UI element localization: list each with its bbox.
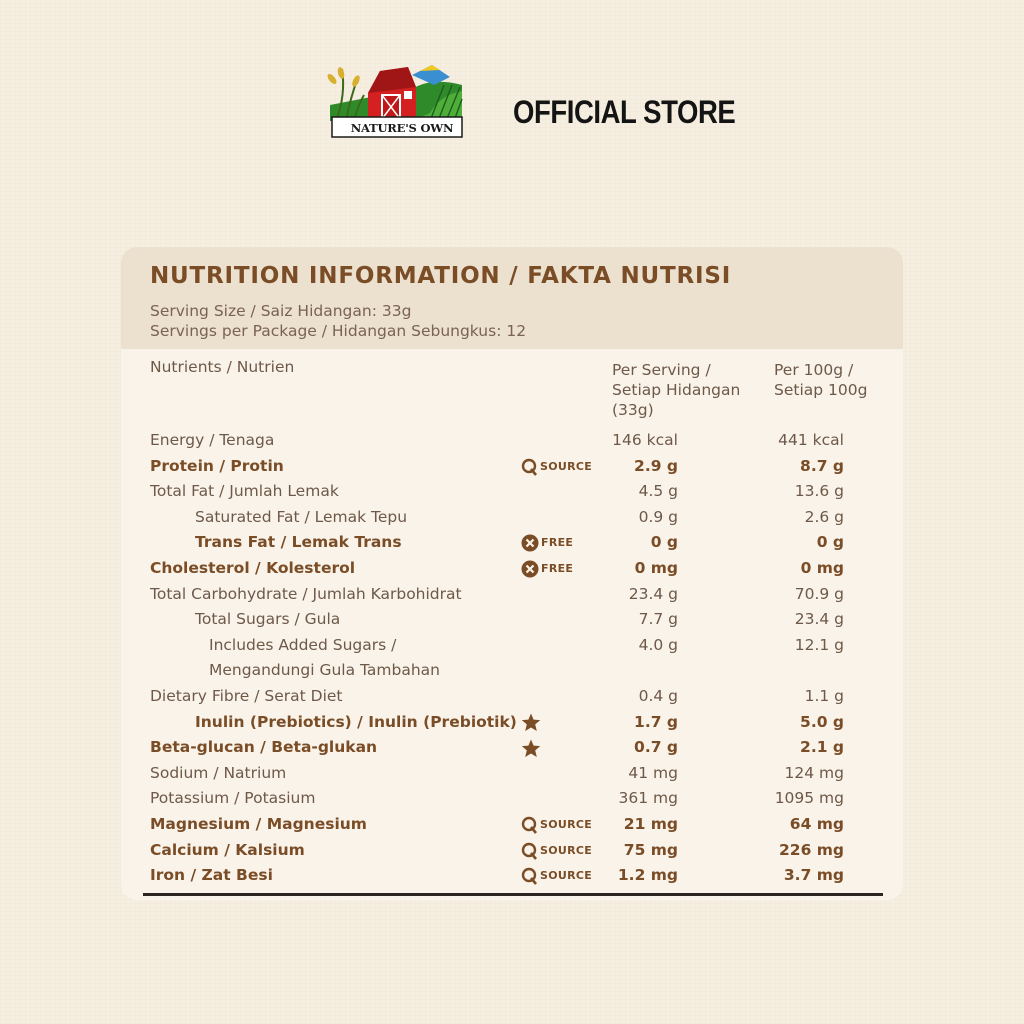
value-per-serving: 0 mg <box>634 558 678 577</box>
nutrient-name: Magnesium / Magnesium <box>150 814 367 833</box>
column-header-per-serving-line: Setiap Hidangan <box>612 381 741 399</box>
nutrient-name: Sodium / Natrium <box>150 763 287 782</box>
free-x-icon <box>521 560 539 578</box>
nutrient-row-trans-fat <box>150 528 880 554</box>
source-badge <box>521 842 592 860</box>
nutrient-row-sodium <box>150 759 880 785</box>
nutrient-name: Total Fat / Jumlah Lemak <box>150 482 339 501</box>
free-x-icon <box>521 534 539 552</box>
badge-label: SOURCE <box>540 843 593 857</box>
nutrient-row-saturated-fat <box>150 503 880 529</box>
value-per-100g: 0 mg <box>800 558 844 577</box>
badge-label: SOURCE <box>540 459 593 473</box>
value-per-serving: 1.2 mg <box>617 866 678 885</box>
servings-per-package: Servings per Package / Hidangan Sebungkus: 12 <box>150 322 527 340</box>
nutrient-name: Beta-glucan / Beta-glukan <box>150 738 378 757</box>
nutrient-name: Calcium / Kalsium <box>150 840 305 859</box>
value-per-100g: 70.9 g <box>794 584 844 603</box>
source-badge <box>521 867 592 885</box>
value-per-100g: 0 g <box>816 533 844 552</box>
nutrition-panel <box>121 247 903 900</box>
value-per-serving: 21 mg <box>623 814 678 833</box>
nutrient-row-cholesterol <box>150 554 880 580</box>
nutrient-name: Protein / Protin <box>150 456 284 475</box>
nutrient-name: Energy / Tenaga <box>150 431 275 449</box>
badge-label: SOURCE <box>540 869 593 883</box>
badge-label: SOURCE <box>540 817 593 831</box>
value-per-100g: 3.7 mg <box>783 866 844 885</box>
value-per-serving: 75 mg <box>623 840 678 859</box>
column-header-per-serving <box>612 360 740 420</box>
source-badge <box>521 816 592 834</box>
nutrient-name: Cholesterol / Kolesterol <box>150 558 356 577</box>
value-per-100g: 64 mg <box>789 814 844 833</box>
nutrient-row-energy <box>150 426 880 452</box>
nutrient-name: Includes Added Sugars / <box>209 635 397 654</box>
official-store-label: OFFICIAL STORE <box>513 94 736 130</box>
nutrient-name: Potassium / Potasium <box>150 789 316 808</box>
value-per-serving: 1.7 g <box>634 712 678 731</box>
nutrient-name: Total Sugars / Gula <box>195 610 341 629</box>
nutrient-row-protein <box>150 452 880 478</box>
value-per-serving: 4.0 g <box>638 635 678 654</box>
nutrient-row-total-fat <box>150 477 880 503</box>
value-per-100g: 124 mg <box>784 763 844 782</box>
value-per-100g: 23.4 g <box>794 610 844 629</box>
nutrient-name: Total Carbohydrate / Jumlah Karbohidrat <box>150 584 462 603</box>
value-per-100g: 441 kcal <box>778 431 844 449</box>
source-q-icon <box>521 458 538 476</box>
value-per-serving: 146 kcal <box>612 431 678 449</box>
value-per-100g: 13.6 g <box>794 482 844 501</box>
value-per-100g: 12.1 g <box>794 635 844 654</box>
value-per-serving: 0.4 g <box>638 686 678 705</box>
column-header-per-serving-line: Per Serving / <box>612 361 711 379</box>
nutrient-name: Saturated Fat / Lemak Tepu <box>195 507 408 526</box>
value-per-serving: 7.7 g <box>638 610 678 629</box>
free-badge <box>521 534 573 552</box>
column-header-per-100g <box>774 360 867 400</box>
badge-label: FREE <box>541 536 574 550</box>
column-header-per-serving-line: (33g) <box>612 401 654 419</box>
source-q-icon <box>521 842 538 860</box>
nutrient-table <box>150 426 880 887</box>
star-badge <box>521 714 541 732</box>
nutrient-name: Iron / Zat Besi <box>150 866 273 885</box>
value-per-100g: 8.7 g <box>800 456 844 475</box>
nutrient-row-beta-glucan <box>150 733 880 759</box>
source-badge <box>521 458 592 476</box>
brand-name: NATURE'S OWN <box>350 121 454 135</box>
value-per-100g: 2.1 g <box>800 738 844 757</box>
value-per-100g: 1.1 g <box>804 686 844 705</box>
nutrient-row-total-carbohydrate <box>150 580 880 606</box>
serving-size: Serving Size / Saiz Hidangan: 33g <box>150 302 412 320</box>
nutrient-name: Trans Fat / Lemak Trans <box>195 533 402 552</box>
nutrient-row-calcium <box>150 836 880 862</box>
value-per-serving: 23.4 g <box>628 584 678 603</box>
nutrient-name: Inulin (Prebiotics) / Inulin (Prebiotik) <box>195 712 517 731</box>
column-header-nutrient: Nutrients / Nutrien <box>150 358 295 376</box>
value-per-100g: 226 mg <box>779 840 844 859</box>
nutrient-row-magnesium <box>150 810 880 836</box>
nutrient-row-potassium <box>150 784 880 810</box>
source-q-icon <box>521 816 538 834</box>
column-header-per-100g-line: Per 100g / <box>774 361 854 379</box>
table-bottom-rule <box>143 893 883 896</box>
value-per-serving: 361 mg <box>618 789 678 808</box>
star-icon <box>521 739 541 758</box>
value-per-serving: 4.5 g <box>638 482 678 501</box>
value-per-serving: 0.7 g <box>634 738 678 757</box>
nutrition-panel-header <box>121 247 903 349</box>
value-per-serving: 0.9 g <box>638 507 678 526</box>
value-per-100g: 1095 mg <box>774 789 844 808</box>
nutrient-row-dietary-fibre <box>150 682 880 708</box>
column-header-per-100g-line: Setiap 100g <box>774 381 868 399</box>
nutrient-row-total-sugars <box>150 605 880 631</box>
free-badge <box>521 560 573 578</box>
value-per-serving: 41 mg <box>628 763 678 782</box>
star-badge <box>521 739 541 757</box>
star-icon <box>521 713 541 732</box>
value-per-100g: 2.6 g <box>804 507 844 526</box>
nutrient-name: Dietary Fibre / Serat Diet <box>150 686 343 705</box>
value-per-100g: 5.0 g <box>800 712 844 731</box>
nutrient-row-added-sugars <box>150 631 880 682</box>
nutrient-row-inulin <box>150 708 880 734</box>
badge-label: FREE <box>541 561 574 575</box>
brand-logo <box>312 55 472 145</box>
nutrient-row-iron <box>150 861 880 887</box>
value-per-serving: 2.9 g <box>634 456 678 475</box>
nutrition-title: NUTRITION INFORMATION / FAKTA NUTRISI <box>150 263 732 289</box>
value-per-serving: 0 g <box>650 533 678 552</box>
source-q-icon <box>521 867 538 885</box>
nutrient-name-line2: Mengandungi Gula Tambahan <box>209 661 441 680</box>
